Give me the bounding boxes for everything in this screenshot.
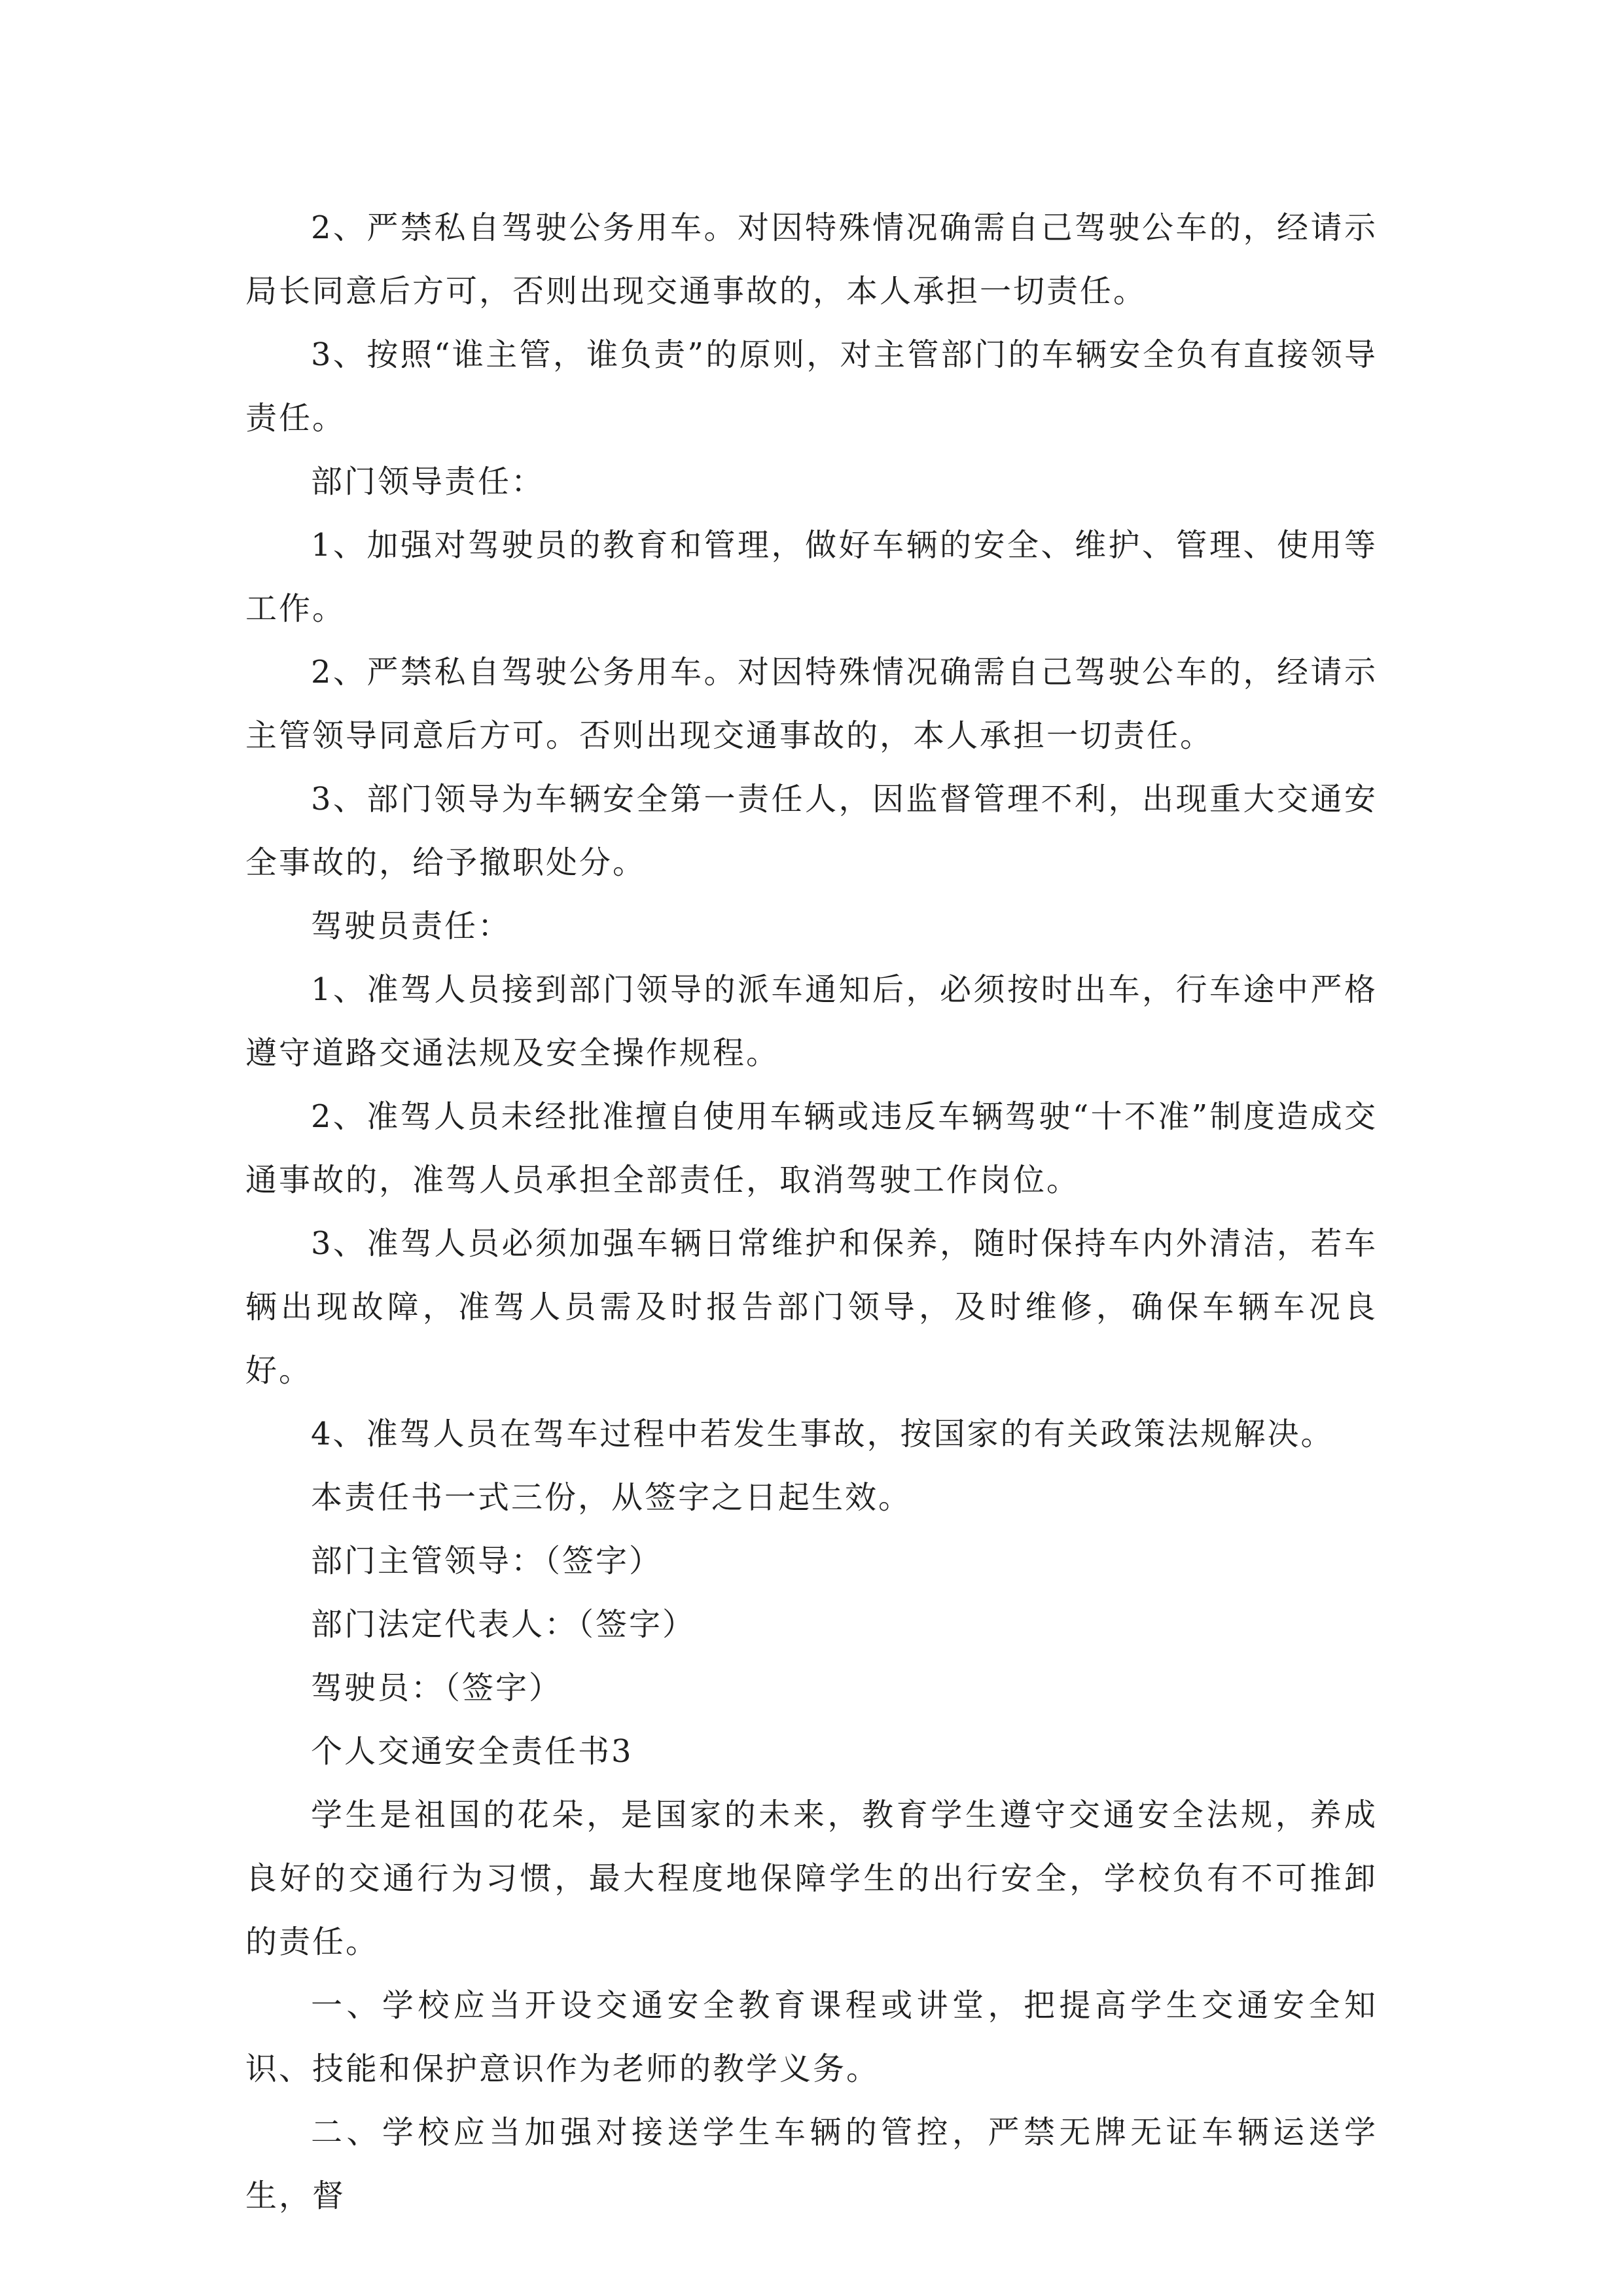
paragraph-11: 一、学校应当开设交通安全教育课程或讲堂，把提高学生交通安全知识、技能和保护意识作为老师的教学义务。 <box>245 1987 1378 2087</box>
signature-line-supervisor: 部门主管领导：（签字） <box>311 1543 663 1579</box>
paragraph-10: 学生是祖国的花朵，是国家的未来，教育学生遵守交通安全法规，养成良好的交通行为习惯，最大程度地保障学生的出行安全，学校负有不可推卸的责任。 <box>245 1797 1378 1960</box>
paragraph-7: 2、准驾人员未经批准擅自使用车辆或违反车辆驾驶“十不准”制度造成交通事故的，准驾人员承担全部责任，取消驾驶工作岗位。 <box>245 1098 1378 1198</box>
document-section-title: 个人交通安全责任书3 <box>311 1733 633 1770</box>
paragraph-12: 二、学校应当加强对接送学生车辆的管控，严禁无牌无证车辆运送学生，督 <box>245 2114 1378 2214</box>
paragraph-5: 3、部门领导为车辆安全第一责任人，因监督管理不利，出现重大交通安全事故的，给予撤职处分。 <box>245 781 1378 881</box>
signature-line-legal-rep: 部门法定代表人：（签字） <box>311 1606 696 1643</box>
effective-statement: 本责任书一式三份，从签字之日起生效。 <box>311 1479 912 1516</box>
section-heading-driver: 驾驶员责任： <box>311 908 512 944</box>
paragraph-3: 1、加强对驾驶员的教育和管理，做好车辆的安全、维护、管理、使用等工作。 <box>245 527 1378 627</box>
paragraph-4: 2、严禁私自驾驶公务用车。对因特殊情况确需自己驾驶公车的，经请示主管领导同意后方可。否则出现交通事故的，本人承担一切责任。 <box>245 654 1378 754</box>
signature-line-driver: 驾驶员：（签字） <box>311 1670 563 1706</box>
paragraph-1: 2、严禁私自驾驶公务用车。对因特殊情况确需自己驾驶公车的，经请示局长同意后方可，否则出现交通事故的，本人承担一切责任。 <box>245 209 1378 310</box>
paragraph-2: 3、按照“谁主管，谁负责”的原则，对主管部门的车辆安全负有直接领导责任。 <box>245 336 1378 437</box>
paragraph-8: 3、准驾人员必须加强车辆日常维护和保养，随时保持车内外清洁，若车辆出现故障，准驾人员需及时报告部门领导，及时维修，确保车辆车况良好。 <box>245 1225 1378 1389</box>
section-heading-department-leader: 部门领导责任： <box>311 463 545 500</box>
paragraph-6: 1、准驾人员接到部门领导的派车通知后，必须按时出车，行车途中严格遵守道路交通法规及安全操作规程。 <box>245 971 1378 1071</box>
paragraph-9: 4、准驾人员在驾车过程中若发生事故，按国家的有关政策法规解决。 <box>311 1416 1334 1452</box>
document-body <box>245 196 1378 2228</box>
